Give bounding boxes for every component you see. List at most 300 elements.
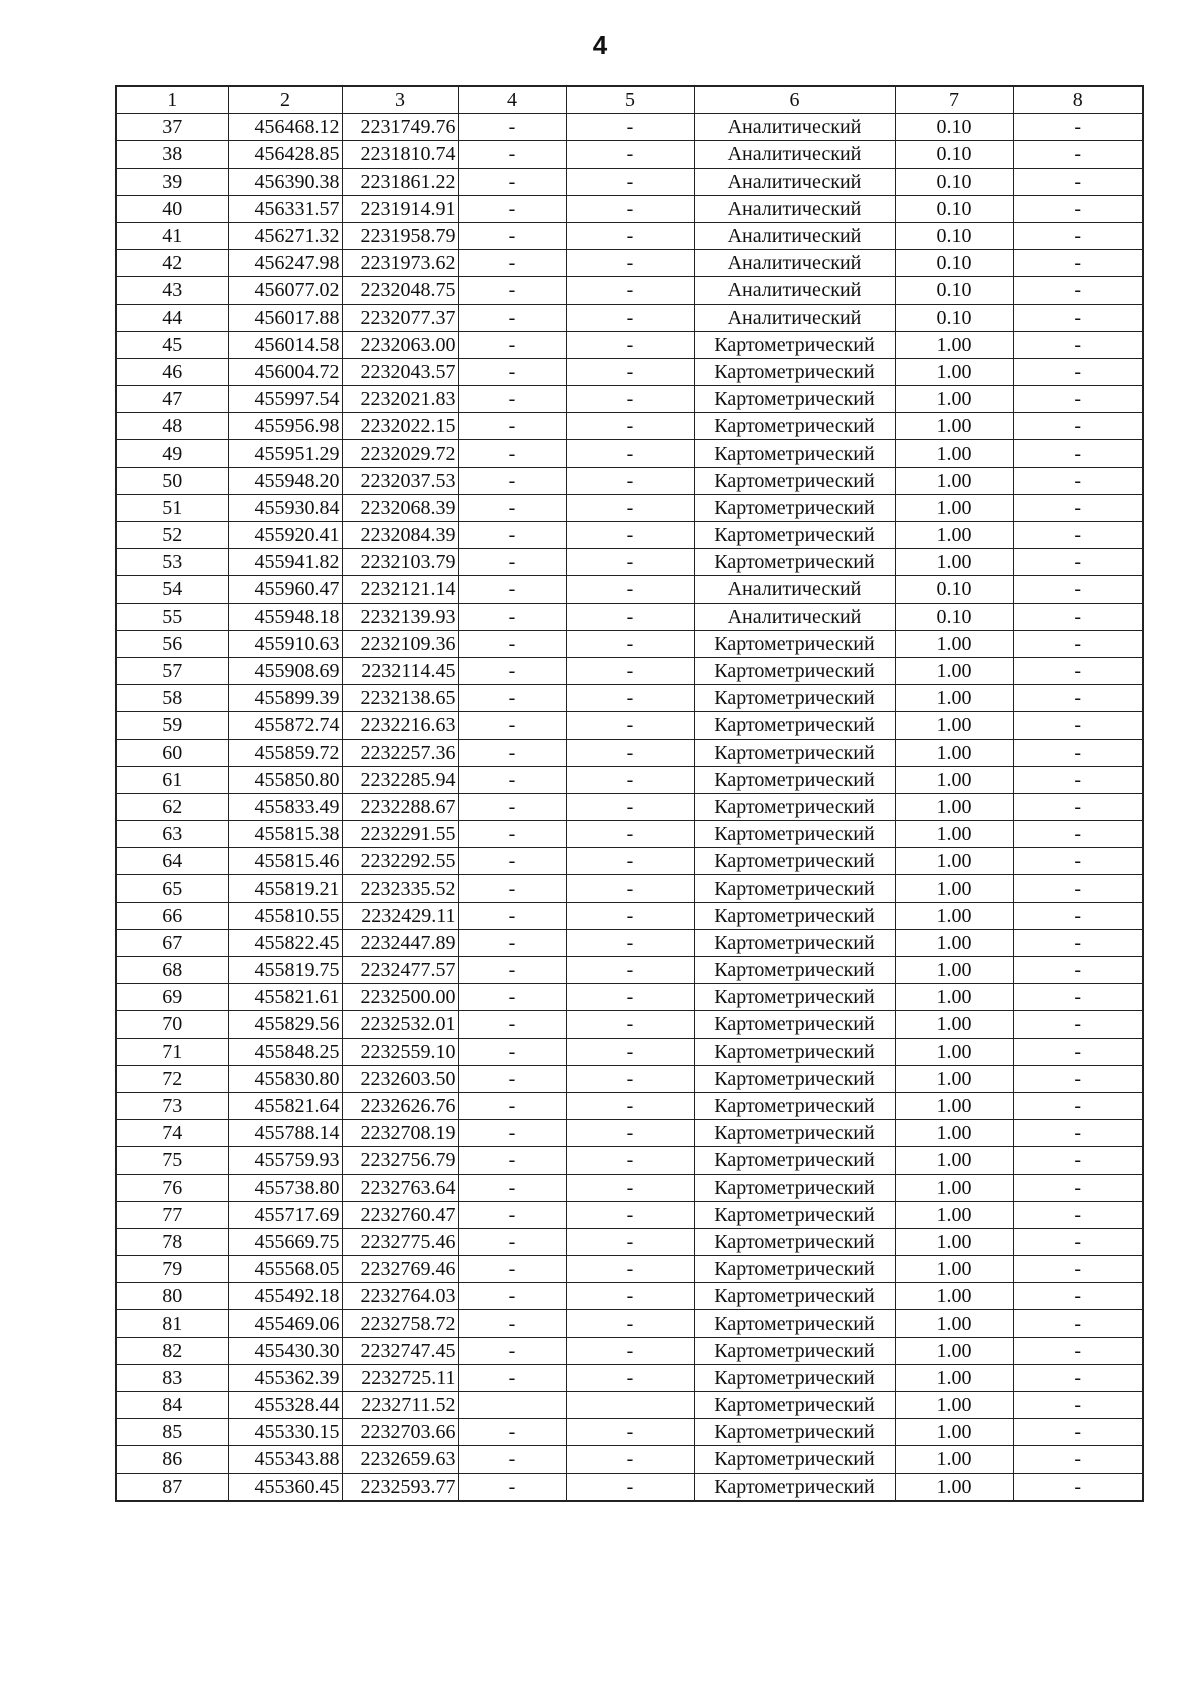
- column-4-cell: -: [458, 1120, 566, 1147]
- y-coordinate-cell: 2232285.94: [342, 766, 458, 793]
- table-row: [116, 1310, 1143, 1337]
- y-coordinate-cell: 2231958.79: [342, 222, 458, 249]
- column-4-cell: -: [458, 821, 566, 848]
- y-coordinate-cell: 2232756.79: [342, 1147, 458, 1174]
- column-5-cell: -: [566, 1201, 694, 1228]
- y-coordinate-cell: 2232257.36: [342, 739, 458, 766]
- point-number-cell: 85: [116, 1419, 228, 1446]
- y-coordinate-cell: 2232114.45: [342, 657, 458, 684]
- y-coordinate-cell: 2232593.77: [342, 1473, 458, 1501]
- method-cell: Картометрический: [694, 467, 895, 494]
- column-4-cell: -: [458, 1310, 566, 1337]
- precision-cell: 0.10: [895, 603, 1013, 630]
- point-number-cell: 83: [116, 1364, 228, 1391]
- column-8-cell: -: [1013, 386, 1143, 413]
- table-row: [116, 1283, 1143, 1310]
- x-coordinate-cell: 455759.93: [228, 1147, 342, 1174]
- column-8-cell: -: [1013, 1310, 1143, 1337]
- point-number-cell: 65: [116, 875, 228, 902]
- column-4-cell: -: [458, 304, 566, 331]
- y-coordinate-cell: 2231973.62: [342, 250, 458, 277]
- y-coordinate-cell: 2232708.19: [342, 1120, 458, 1147]
- column-4-cell: -: [458, 766, 566, 793]
- precision-cell: 0.10: [895, 250, 1013, 277]
- precision-cell: 1.00: [895, 875, 1013, 902]
- y-coordinate-cell: 2231749.76: [342, 114, 458, 141]
- y-coordinate-cell: 2232477.57: [342, 957, 458, 984]
- column-4-cell: -: [458, 1065, 566, 1092]
- point-number-cell: 38: [116, 141, 228, 168]
- x-coordinate-cell: 455469.06: [228, 1310, 342, 1337]
- table-row: [116, 739, 1143, 766]
- table-row: [116, 1092, 1143, 1119]
- point-number-cell: 39: [116, 168, 228, 195]
- method-cell: Картометрический: [694, 1310, 895, 1337]
- x-coordinate-cell: 456428.85: [228, 141, 342, 168]
- method-cell: Картометрический: [694, 440, 895, 467]
- column-4-cell: -: [458, 793, 566, 820]
- column-5-cell: -: [566, 902, 694, 929]
- y-coordinate-cell: 2232043.57: [342, 358, 458, 385]
- y-coordinate-cell: 2232725.11: [342, 1364, 458, 1391]
- column-4-cell: -: [458, 957, 566, 984]
- y-coordinate-cell: 2232500.00: [342, 984, 458, 1011]
- y-coordinate-cell: 2232769.46: [342, 1256, 458, 1283]
- x-coordinate-cell: 455872.74: [228, 712, 342, 739]
- y-coordinate-cell: 2232760.47: [342, 1201, 458, 1228]
- x-coordinate-cell: 455362.39: [228, 1364, 342, 1391]
- x-coordinate-cell: 455492.18: [228, 1283, 342, 1310]
- method-cell: Картометрический: [694, 1419, 895, 1446]
- column-8-cell: -: [1013, 549, 1143, 576]
- column-5-cell: -: [566, 603, 694, 630]
- table-row: [116, 522, 1143, 549]
- table-row: [116, 793, 1143, 820]
- column-4-cell: -: [458, 1364, 566, 1391]
- method-cell: Картометрический: [694, 712, 895, 739]
- column-4-cell: -: [458, 195, 566, 222]
- precision-cell: 1.00: [895, 1011, 1013, 1038]
- y-coordinate-cell: 2232292.55: [342, 848, 458, 875]
- method-cell: Картометрический: [694, 929, 895, 956]
- precision-cell: 1.00: [895, 1337, 1013, 1364]
- table-row: [116, 821, 1143, 848]
- precision-cell: 0.10: [895, 576, 1013, 603]
- x-coordinate-cell: 455810.55: [228, 902, 342, 929]
- x-coordinate-cell: 455930.84: [228, 494, 342, 521]
- y-coordinate-cell: 2232758.72: [342, 1310, 458, 1337]
- point-number-cell: 86: [116, 1446, 228, 1473]
- column-4-cell: -: [458, 1092, 566, 1119]
- column-5-cell: -: [566, 875, 694, 902]
- precision-cell: 1.00: [895, 712, 1013, 739]
- x-coordinate-cell: 455941.82: [228, 549, 342, 576]
- x-coordinate-cell: 455948.18: [228, 603, 342, 630]
- column-8-cell: -: [1013, 657, 1143, 684]
- column-4-cell: -: [458, 331, 566, 358]
- method-cell: Картометрический: [694, 1473, 895, 1501]
- column-8-cell: -: [1013, 1065, 1143, 1092]
- column-4-cell: -: [458, 549, 566, 576]
- x-coordinate-cell: 455850.80: [228, 766, 342, 793]
- method-cell: Картометрический: [694, 331, 895, 358]
- point-number-cell: 80: [116, 1283, 228, 1310]
- table-header: [116, 86, 1143, 114]
- column-4-cell: -: [458, 1419, 566, 1446]
- point-number-cell: 71: [116, 1038, 228, 1065]
- y-coordinate-cell: 2232559.10: [342, 1038, 458, 1065]
- table-body: [116, 114, 1143, 1501]
- column-8-cell: -: [1013, 1092, 1143, 1119]
- column-header-1: 1: [116, 86, 228, 114]
- point-number-cell: 45: [116, 331, 228, 358]
- coordinates-table: [115, 85, 1144, 1502]
- x-coordinate-cell: 455821.64: [228, 1092, 342, 1119]
- column-4-cell: -: [458, 712, 566, 739]
- precision-cell: 1.00: [895, 331, 1013, 358]
- table-row: [116, 984, 1143, 1011]
- column-5-cell: -: [566, 821, 694, 848]
- column-4-cell: -: [458, 277, 566, 304]
- column-4-cell: -: [458, 358, 566, 385]
- column-4-cell: -: [458, 1283, 566, 1310]
- column-4-cell: -: [458, 1446, 566, 1473]
- method-cell: Картометрический: [694, 875, 895, 902]
- column-4-cell: -: [458, 929, 566, 956]
- y-coordinate-cell: 2232037.53: [342, 467, 458, 494]
- y-coordinate-cell: 2232288.67: [342, 793, 458, 820]
- table-row: [116, 358, 1143, 385]
- y-coordinate-cell: 2232626.76: [342, 1092, 458, 1119]
- x-coordinate-cell: 455830.80: [228, 1065, 342, 1092]
- table-row: [116, 304, 1143, 331]
- point-number-cell: 46: [116, 358, 228, 385]
- y-coordinate-cell: 2232703.66: [342, 1419, 458, 1446]
- x-coordinate-cell: 456468.12: [228, 114, 342, 141]
- column-5-cell: -: [566, 250, 694, 277]
- point-number-cell: 67: [116, 929, 228, 956]
- column-8-cell: -: [1013, 1419, 1143, 1446]
- y-coordinate-cell: 2232447.89: [342, 929, 458, 956]
- point-number-cell: 55: [116, 603, 228, 630]
- table-row: [116, 413, 1143, 440]
- method-cell: Картометрический: [694, 685, 895, 712]
- precision-cell: 1.00: [895, 984, 1013, 1011]
- y-coordinate-cell: 2232103.79: [342, 549, 458, 576]
- column-8-cell: -: [1013, 902, 1143, 929]
- x-coordinate-cell: 455430.30: [228, 1337, 342, 1364]
- column-8-cell: -: [1013, 522, 1143, 549]
- column-8-cell: -: [1013, 766, 1143, 793]
- column-8-cell: -: [1013, 1174, 1143, 1201]
- x-coordinate-cell: 456390.38: [228, 168, 342, 195]
- y-coordinate-cell: 2232747.45: [342, 1337, 458, 1364]
- table-row: [116, 712, 1143, 739]
- precision-cell: 1.00: [895, 413, 1013, 440]
- y-coordinate-cell: 2232063.00: [342, 331, 458, 358]
- method-cell: Картометрический: [694, 766, 895, 793]
- precision-cell: 0.10: [895, 304, 1013, 331]
- method-cell: Картометрический: [694, 549, 895, 576]
- x-coordinate-cell: 455328.44: [228, 1392, 342, 1419]
- x-coordinate-cell: 455738.80: [228, 1174, 342, 1201]
- precision-cell: 0.10: [895, 114, 1013, 141]
- y-coordinate-cell: 2231861.22: [342, 168, 458, 195]
- point-number-cell: 43: [116, 277, 228, 304]
- method-cell: Аналитический: [694, 250, 895, 277]
- precision-cell: 1.00: [895, 685, 1013, 712]
- column-4-cell: -: [458, 1228, 566, 1255]
- column-8-cell: -: [1013, 1038, 1143, 1065]
- column-4-cell: -: [458, 494, 566, 521]
- table-row: [116, 277, 1143, 304]
- column-header-6: 6: [694, 86, 895, 114]
- column-4-cell: -: [458, 1337, 566, 1364]
- y-coordinate-cell: 2232429.11: [342, 902, 458, 929]
- x-coordinate-cell: 455956.98: [228, 413, 342, 440]
- x-coordinate-cell: 455815.38: [228, 821, 342, 848]
- y-coordinate-cell: 2232077.37: [342, 304, 458, 331]
- column-8-cell: -: [1013, 141, 1143, 168]
- column-8-cell: -: [1013, 576, 1143, 603]
- precision-cell: 1.00: [895, 929, 1013, 956]
- precision-cell: 1.00: [895, 630, 1013, 657]
- y-coordinate-cell: 2232603.50: [342, 1065, 458, 1092]
- point-number-cell: 37: [116, 114, 228, 141]
- y-coordinate-cell: 2232763.64: [342, 1174, 458, 1201]
- method-cell: Картометрический: [694, 1228, 895, 1255]
- column-5-cell: -: [566, 712, 694, 739]
- column-5-cell: -: [566, 277, 694, 304]
- column-4-cell: -: [458, 250, 566, 277]
- method-cell: Картометрический: [694, 821, 895, 848]
- column-8-cell: -: [1013, 304, 1143, 331]
- precision-cell: 0.10: [895, 277, 1013, 304]
- precision-cell: 1.00: [895, 1283, 1013, 1310]
- table-row: [116, 141, 1143, 168]
- column-4-cell: -: [458, 222, 566, 249]
- x-coordinate-cell: 455819.21: [228, 875, 342, 902]
- column-5-cell: -: [566, 114, 694, 141]
- y-coordinate-cell: 2232048.75: [342, 277, 458, 304]
- method-cell: Аналитический: [694, 277, 895, 304]
- point-number-cell: 40: [116, 195, 228, 222]
- column-4-cell: -: [458, 875, 566, 902]
- column-5-cell: -: [566, 957, 694, 984]
- table-row: [116, 386, 1143, 413]
- y-coordinate-cell: 2232068.39: [342, 494, 458, 521]
- column-5-cell: -: [566, 630, 694, 657]
- method-cell: Картометрический: [694, 386, 895, 413]
- column-5-cell: -: [566, 494, 694, 521]
- column-8-cell: -: [1013, 250, 1143, 277]
- method-cell: Картометрический: [694, 1038, 895, 1065]
- table-row: [116, 1256, 1143, 1283]
- x-coordinate-cell: 455717.69: [228, 1201, 342, 1228]
- column-5-cell: -: [566, 1147, 694, 1174]
- column-4-cell: -: [458, 902, 566, 929]
- method-cell: Картометрический: [694, 1174, 895, 1201]
- column-5-cell: -: [566, 848, 694, 875]
- column-5-cell: -: [566, 1473, 694, 1501]
- precision-cell: 1.00: [895, 1473, 1013, 1501]
- column-5-cell: -: [566, 1337, 694, 1364]
- precision-cell: 0.10: [895, 168, 1013, 195]
- column-5-cell: -: [566, 1283, 694, 1310]
- method-cell: Аналитический: [694, 195, 895, 222]
- method-cell: Картометрический: [694, 739, 895, 766]
- table-row: [116, 1364, 1143, 1391]
- method-cell: Картометрический: [694, 494, 895, 521]
- point-number-cell: 78: [116, 1228, 228, 1255]
- column-8-cell: -: [1013, 358, 1143, 385]
- column-4-cell: -: [458, 1201, 566, 1228]
- y-coordinate-cell: 2232022.15: [342, 413, 458, 440]
- point-number-cell: 74: [116, 1120, 228, 1147]
- column-8-cell: -: [1013, 277, 1143, 304]
- column-4-cell: -: [458, 984, 566, 1011]
- method-cell: Картометрический: [694, 1011, 895, 1038]
- column-8-cell: -: [1013, 222, 1143, 249]
- table-row: [116, 766, 1143, 793]
- column-5-cell: -: [566, 1011, 694, 1038]
- method-cell: Аналитический: [694, 114, 895, 141]
- point-number-cell: 44: [116, 304, 228, 331]
- method-cell: Картометрический: [694, 1147, 895, 1174]
- x-coordinate-cell: 455821.61: [228, 984, 342, 1011]
- column-5-cell: -: [566, 386, 694, 413]
- x-coordinate-cell: 455948.20: [228, 467, 342, 494]
- x-coordinate-cell: 455343.88: [228, 1446, 342, 1473]
- column-8-cell: -: [1013, 195, 1143, 222]
- y-coordinate-cell: 2232764.03: [342, 1283, 458, 1310]
- column-5-cell: -: [566, 141, 694, 168]
- precision-cell: 0.10: [895, 141, 1013, 168]
- point-number-cell: 68: [116, 957, 228, 984]
- method-cell: Картометрический: [694, 657, 895, 684]
- point-number-cell: 82: [116, 1337, 228, 1364]
- point-number-cell: 51: [116, 494, 228, 521]
- table-row: [116, 1419, 1143, 1446]
- table-row: [116, 222, 1143, 249]
- table-row: [116, 1038, 1143, 1065]
- point-number-cell: 63: [116, 821, 228, 848]
- column-4-cell: -: [458, 1147, 566, 1174]
- column-8-cell: -: [1013, 1201, 1143, 1228]
- x-coordinate-cell: 455960.47: [228, 576, 342, 603]
- precision-cell: 1.00: [895, 957, 1013, 984]
- column-5-cell: -: [566, 685, 694, 712]
- point-number-cell: 76: [116, 1174, 228, 1201]
- point-number-cell: 60: [116, 739, 228, 766]
- precision-cell: 1.00: [895, 1364, 1013, 1391]
- x-coordinate-cell: 456271.32: [228, 222, 342, 249]
- table-row: [116, 1473, 1143, 1501]
- column-8-cell: -: [1013, 848, 1143, 875]
- method-cell: Картометрический: [694, 358, 895, 385]
- precision-cell: 1.00: [895, 821, 1013, 848]
- precision-cell: 1.00: [895, 766, 1013, 793]
- point-number-cell: 42: [116, 250, 228, 277]
- table-row: [116, 250, 1143, 277]
- point-number-cell: 41: [116, 222, 228, 249]
- table-row: [116, 902, 1143, 929]
- header-row: [116, 86, 1143, 114]
- column-5-cell: -: [566, 304, 694, 331]
- column-5-cell: -: [566, 358, 694, 385]
- y-coordinate-cell: 2232335.52: [342, 875, 458, 902]
- y-coordinate-cell: 2232532.01: [342, 1011, 458, 1038]
- point-number-cell: 66: [116, 902, 228, 929]
- column-8-cell: -: [1013, 603, 1143, 630]
- point-number-cell: 59: [116, 712, 228, 739]
- method-cell: Картометрический: [694, 630, 895, 657]
- table-row: [116, 1201, 1143, 1228]
- y-coordinate-cell: 2232138.65: [342, 685, 458, 712]
- method-cell: Картометрический: [694, 848, 895, 875]
- x-coordinate-cell: 456331.57: [228, 195, 342, 222]
- precision-cell: 1.00: [895, 1147, 1013, 1174]
- precision-cell: 1.00: [895, 522, 1013, 549]
- column-8-cell: -: [1013, 685, 1143, 712]
- point-number-cell: 75: [116, 1147, 228, 1174]
- x-coordinate-cell: 456077.02: [228, 277, 342, 304]
- method-cell: Картометрический: [694, 1201, 895, 1228]
- table-row: [116, 1337, 1143, 1364]
- x-coordinate-cell: 455833.49: [228, 793, 342, 820]
- table-row: [116, 1147, 1143, 1174]
- method-cell: Картометрический: [694, 793, 895, 820]
- column-5-cell: -: [566, 1065, 694, 1092]
- column-4-cell: -: [458, 141, 566, 168]
- column-4-cell: -: [458, 1038, 566, 1065]
- point-number-cell: 52: [116, 522, 228, 549]
- point-number-cell: 72: [116, 1065, 228, 1092]
- column-4-cell: -: [458, 440, 566, 467]
- column-8-cell: -: [1013, 1446, 1143, 1473]
- precision-cell: 1.00: [895, 657, 1013, 684]
- precision-cell: 1.00: [895, 902, 1013, 929]
- x-coordinate-cell: 455819.75: [228, 957, 342, 984]
- column-5-cell: -: [566, 1446, 694, 1473]
- y-coordinate-cell: 2231810.74: [342, 141, 458, 168]
- x-coordinate-cell: 455859.72: [228, 739, 342, 766]
- column-4-cell: -: [458, 386, 566, 413]
- method-cell: Аналитический: [694, 222, 895, 249]
- point-number-cell: 81: [116, 1310, 228, 1337]
- column-8-cell: -: [1013, 630, 1143, 657]
- page-number: 4: [592, 30, 608, 60]
- method-cell: Картометрический: [694, 1120, 895, 1147]
- table-row: [116, 331, 1143, 358]
- column-8-cell: -: [1013, 984, 1143, 1011]
- column-8-cell: -: [1013, 494, 1143, 521]
- x-coordinate-cell: 456247.98: [228, 250, 342, 277]
- point-number-cell: 69: [116, 984, 228, 1011]
- x-coordinate-cell: 455997.54: [228, 386, 342, 413]
- precision-cell: 1.00: [895, 848, 1013, 875]
- table-row: [116, 1120, 1143, 1147]
- precision-cell: 1.00: [895, 1120, 1013, 1147]
- table-row: [116, 195, 1143, 222]
- precision-cell: 1.00: [895, 739, 1013, 766]
- precision-cell: 1.00: [895, 467, 1013, 494]
- table-row: [116, 875, 1143, 902]
- precision-cell: 1.00: [895, 793, 1013, 820]
- x-coordinate-cell: 455908.69: [228, 657, 342, 684]
- column-4-cell: -: [458, 576, 566, 603]
- point-number-cell: 48: [116, 413, 228, 440]
